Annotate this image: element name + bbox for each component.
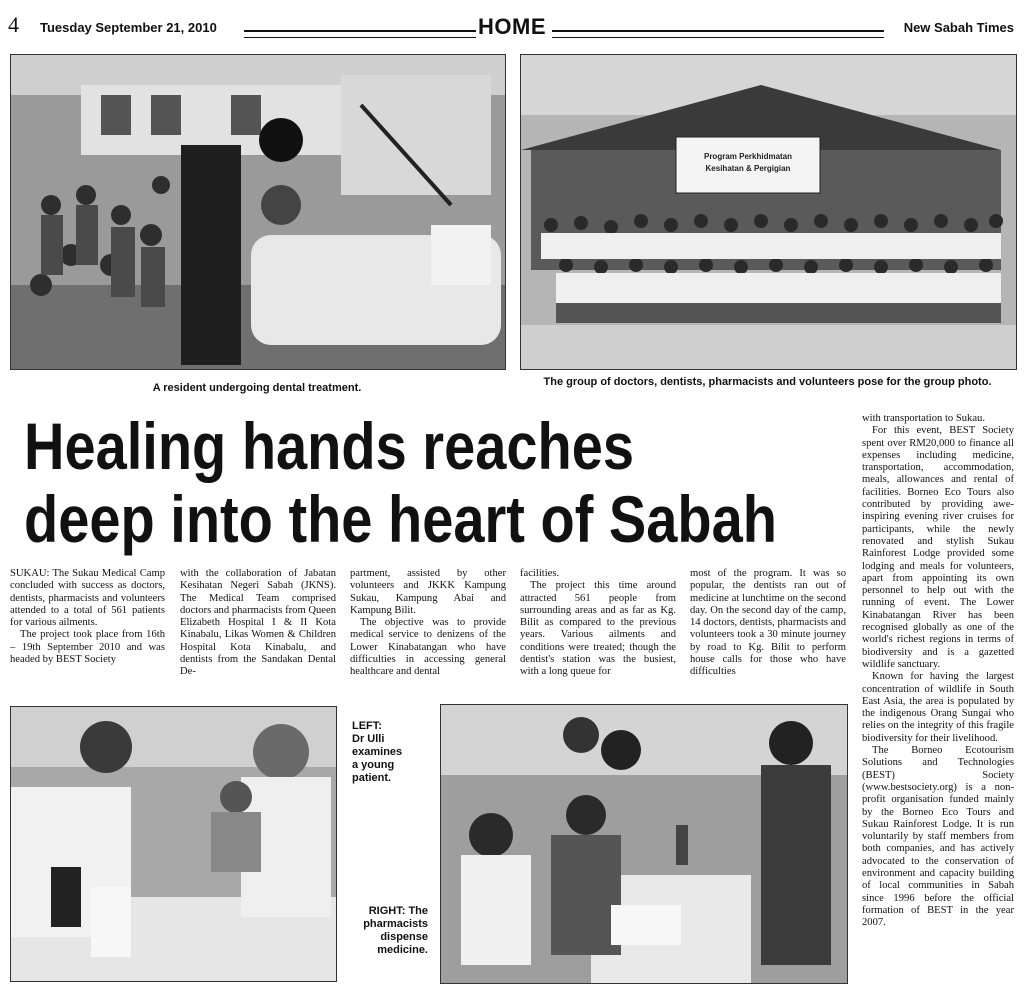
section-title: HOME — [478, 14, 546, 39]
left-photo-caption — [352, 720, 432, 785]
right-photo-caption — [352, 905, 428, 957]
article-column-5 — [690, 568, 846, 679]
caption-line: RIGHT: The — [368, 905, 428, 917]
article-column-6 — [862, 413, 1014, 929]
photo-group — [520, 54, 1017, 370]
photo-pharmacists — [440, 704, 848, 984]
paragraph: SUKAU: The Sukau Medical Camp concluded with success as doctors, dentists, pharmacists and volunteers attended to a total of 561 patients for various ailments. — [10, 568, 165, 629]
caption-line: pharmacists — [363, 918, 428, 930]
headline — [24, 410, 814, 556]
photo-group-illustration — [521, 55, 1016, 369]
caption-line: Dr Ulli — [352, 733, 385, 745]
group-photo-caption: The group of doctors, dentists, pharmacists and volunteers pose for the group photo. — [543, 376, 992, 388]
publication-name: New Sabah Times — [903, 20, 1014, 35]
caption-line: dispense — [380, 931, 428, 943]
paragraph: partment, assisted by other volunteers and JKKK Kampung Sukau, Kampung Abai and Kampung Bilit. — [350, 568, 506, 616]
caption-line: patient. — [352, 772, 392, 784]
article-column-4 — [520, 568, 676, 679]
caption-line: examines — [352, 746, 403, 758]
photo-dental-treatment — [10, 54, 506, 370]
paragraph: The Borneo Ecotourism Solutions and Technologies (BEST) Society (www.bestsociety.org) is a non-profit organisation funded mainly by the Borneo Eco Tours and Sukau Rainforest Lodge. It is run voluntarily by staff members from both companies, and has actively advocated to the conservation of environment and capacity building of local communities in Sabah since 1996 before the official formation of BEST in the year 2007. — [862, 745, 1014, 929]
article-column-2 — [180, 568, 336, 679]
paragraph: with transportation to Sukau. — [862, 413, 985, 424]
paragraph: For this event, BEST Society spent over RM20,000 to finance all expenses including medicine, transportation, accommodation, meals, allowances and rental of facilities. Borneo Eco Tours also contributed by providing awe-inspiring evening river cruises for participants, while the newly renovated and stylish Sukau Rainforest Lodge provided some lodging and meals for volunteers, apart from appointing its own personnel to help out with the running of event. The Lower Kinabatangan River has been recognised globally as one of the world's richest regions in terms of biodiversity and is a gazetted wildlife sanctuary. — [862, 425, 1014, 670]
header-rule-left — [244, 30, 476, 38]
caption-line: medicine. — [377, 944, 428, 956]
banner-line-1: Program Perkhidmatan — [703, 152, 793, 161]
photo-doctor-patient — [10, 706, 337, 982]
header-rule-right — [552, 30, 884, 38]
paragraph: with the collaboration of Jabatan Kesihatan Negeri Sabah (JKNS). The Medical Team comprised doctors and pharmacists from Queen Elizabeth Hospital I & II Kota Kinabalu, Likas Women & Children Hospital Kota Kinabalu, and dentists from the Sandakan Dental De- — [180, 568, 336, 678]
paragraph: most of the program. It was so popular, the dentists ran out of medicine at lunchtime on the second day. On the second day of the camp, 14 doctors, dentists, pharmacists and volunteers took a 30 minute journey by road to Kg. Bilit to perform house calls for those who have difficulties — [690, 568, 846, 678]
article-column-1 — [10, 568, 165, 666]
paragraph: Known for having the largest concentration of wildlife in South East Asia, the area is populated by the indigenous Orang Sungai who relies on the integrity of this fragile biodiversity for their livelihood. — [862, 671, 1014, 744]
paragraph: The project took place from 16th – 19th September 2010 and was headed by BEST Society — [10, 629, 165, 666]
paragraph: The project this time around attracted 561 people from surrounding areas and as far as Kg. Bilit as compared to the previous years. Various ailments and conditions were treated; though the dentist's station was the busiest, with a long queue for — [520, 580, 676, 678]
headline-line-2: deep into the heart of Sabah — [24, 481, 777, 557]
photo-dental-illustration — [11, 55, 505, 369]
headline-line-1: Healing hands reaches — [24, 408, 635, 484]
banner-line-2: Kesihatan & Pergigian — [705, 164, 791, 173]
photo-doctor-illustration — [11, 707, 336, 981]
issue-date: Tuesday September 21, 2010 — [40, 20, 217, 35]
dental-photo-caption: A resident undergoing dental treatment. — [152, 382, 362, 394]
article-column-3 — [350, 568, 506, 679]
caption-line: a young — [352, 759, 395, 771]
photo-pharmacists-illustration — [441, 705, 847, 983]
caption-line: LEFT: — [352, 720, 382, 732]
paragraph: facilities. — [520, 568, 560, 579]
paragraph: The objective was to provide medical service to denizens of the Lower Kinabatangan who have difficulties in accessing general healthcare and dental — [350, 617, 506, 678]
page-number: 4 — [8, 12, 19, 37]
